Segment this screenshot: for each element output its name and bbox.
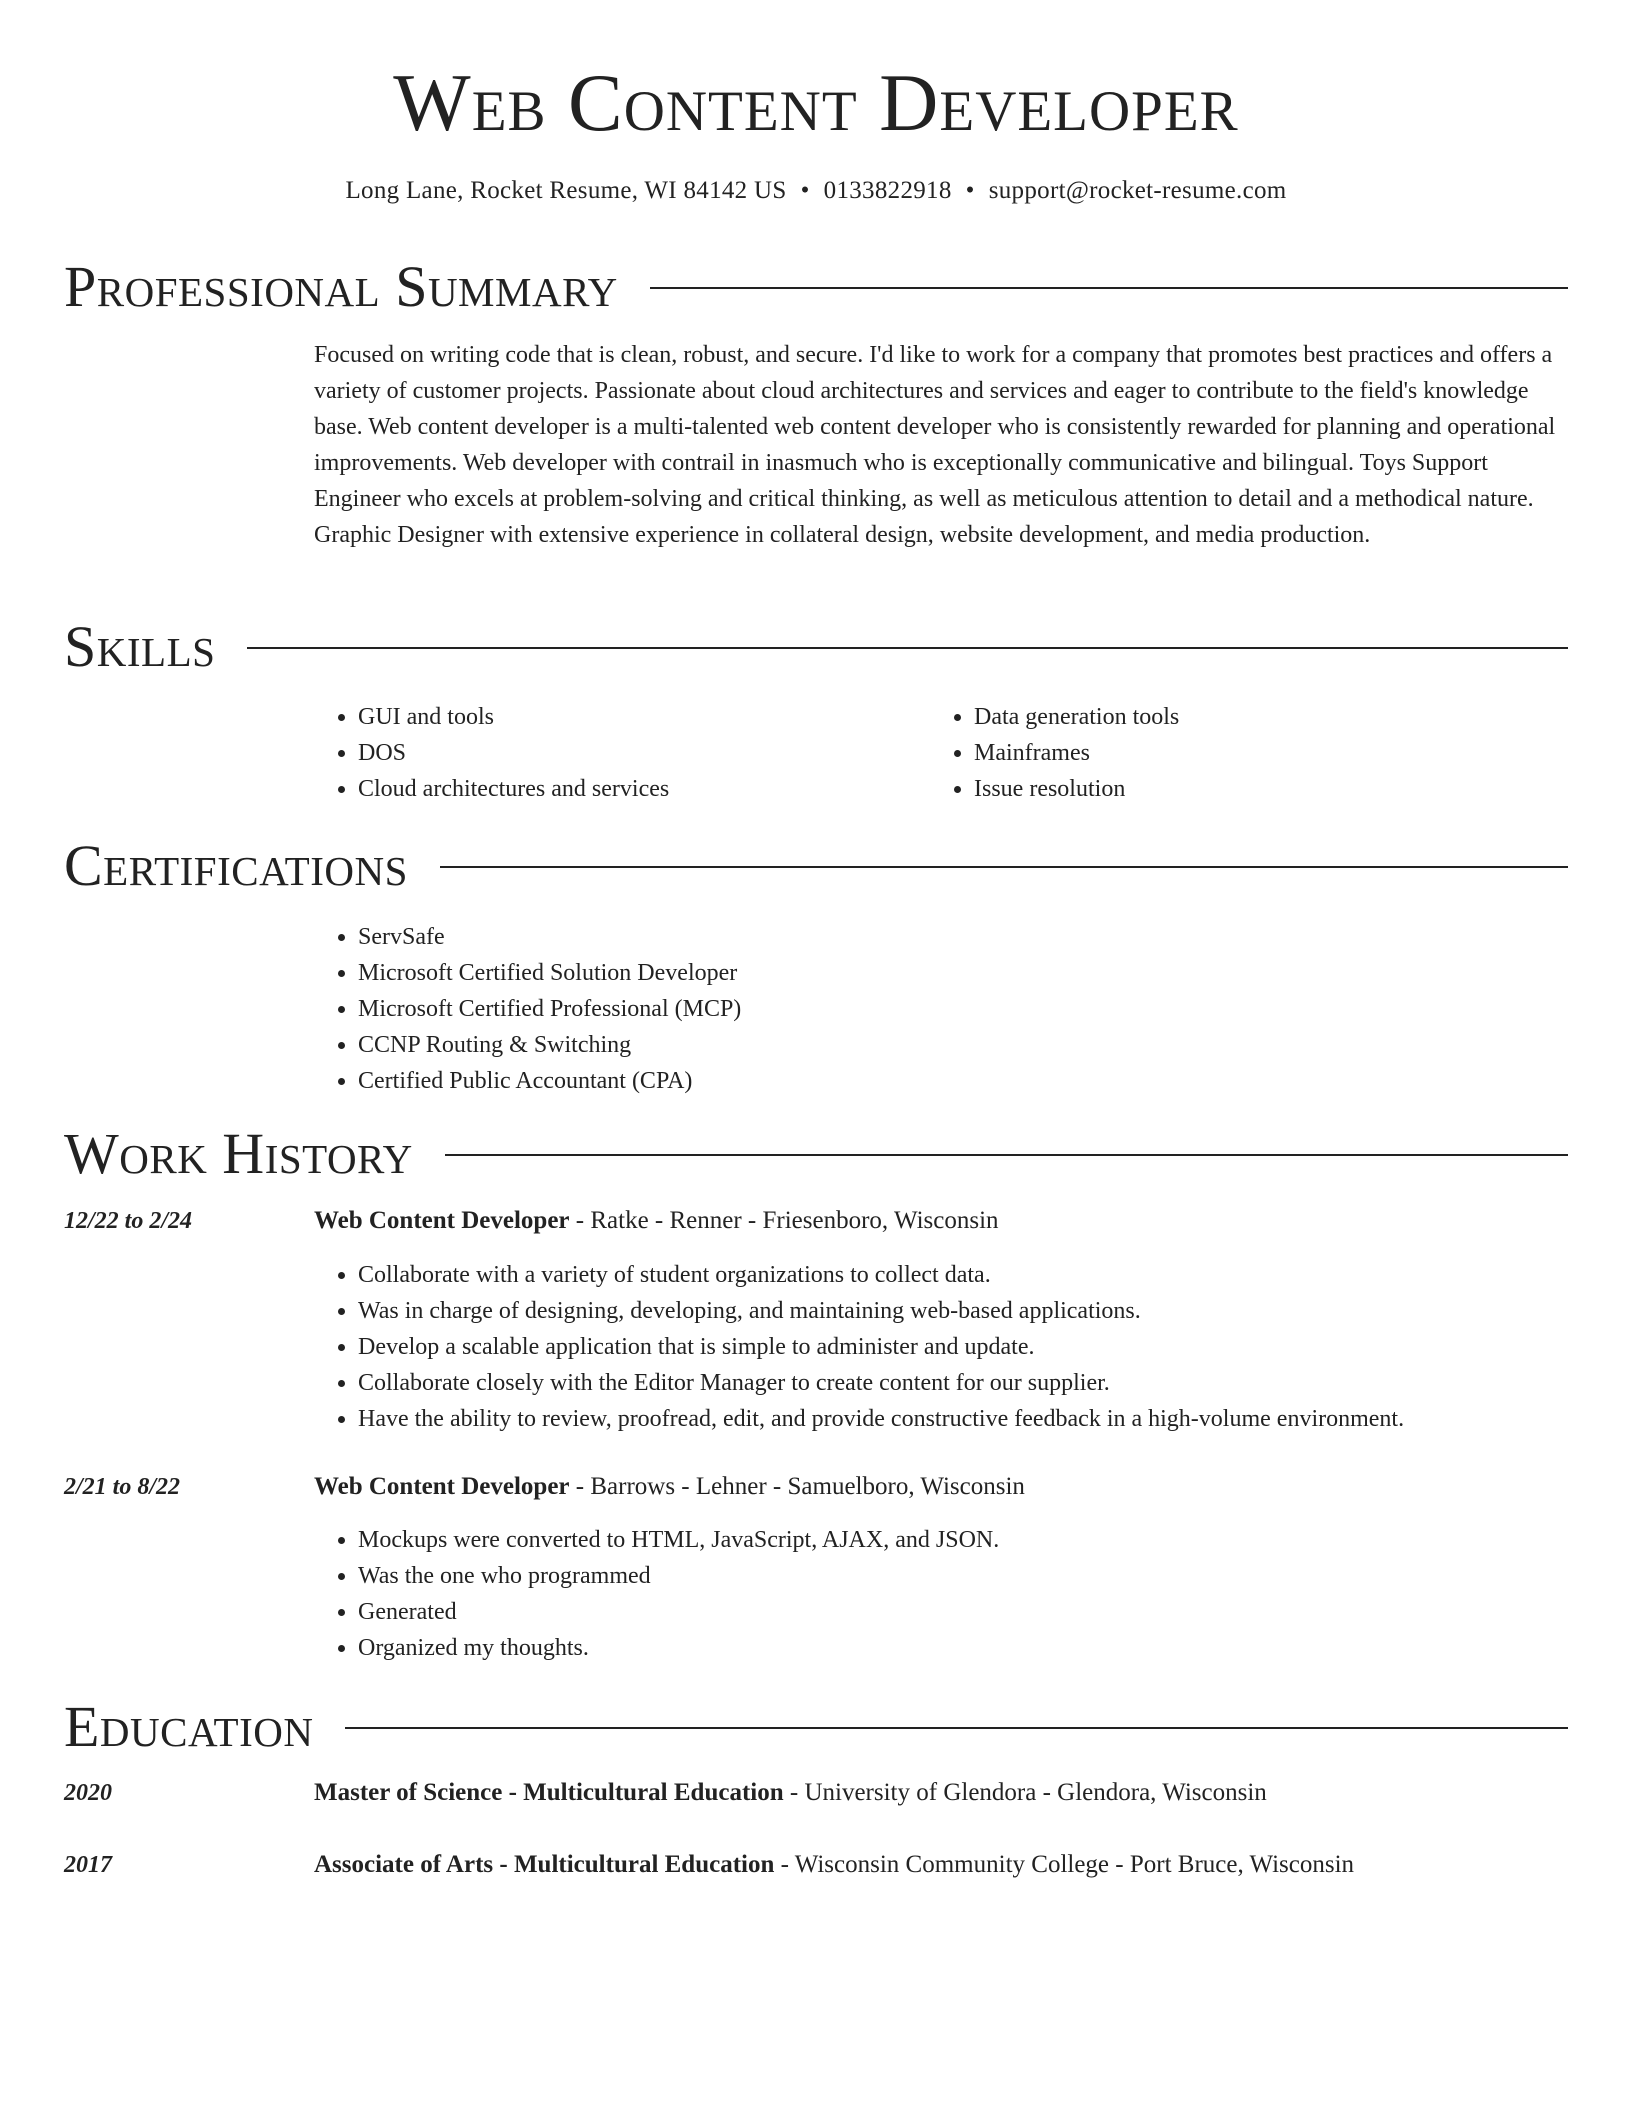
skill-item: • Cloud architectures and services [358,771,914,807]
contact-email: support@rocket-resume.com [988,177,1287,204]
summary-text: Focused on writing code that is clean, robust, and secure. I'd like to work for a company that promotes best practices and offers a variety of customer projects. Passionate about cloud architectures and services and eager to contribute to the field's knowledge base. Web content developer is a multi-talented web content developer who is consistently rewarded for planning and operational improvements. Web developer with contrail in inasmuch who is exceptionally communicative and bilingual. Toys Support Engineer who excels at problem-solving and critical thinking, as well as meticulous attention to detail and a methodical nature. Graphic Designer with extensive experience in collateral design, website development, and media production. [314,342,1556,548]
contact-line [0,174,1632,208]
skill-item: • GUI and tools [358,699,914,735]
education-degree: Master of Science - Multicultural Education [314,1779,784,1806]
section-divider [650,287,1568,289]
job-employer: - Ratke - Renner - Friesenboro, Wisconsin [569,1207,999,1234]
education-school: - Wisconsin Community College - Port Bruce, Wisconsin [774,1851,1355,1878]
certification-item: • Microsoft Certified Solution Developer [358,955,1314,991]
job-bullet: • Collaborate closely with the Editor Manager to create content for our supplier. [358,1365,1568,1401]
job-bullet: • Mockups were converted to HTML, JavaScript, AJAX, and JSON. [358,1522,1568,1558]
certification-item: • Microsoft Certified Professional (MCP) [358,991,1314,1027]
job-bullet: • Was in charge of designing, developing, and maintaining web-based applications. [358,1293,1568,1329]
job-dates: 2/21 to 8/22 [64,1474,181,1500]
job-bullet: • Organized my thoughts. [358,1630,1568,1666]
certification-item: • CCNP Routing & Switching [358,1027,1314,1063]
education-year: 2017 [64,1852,112,1878]
section-divider [345,1727,1568,1729]
section-divider [440,866,1568,868]
job-bullet: • Generated [358,1594,1568,1630]
job-title-line [314,1469,1568,1505]
skills-section-title: Skills [64,614,216,679]
job-bullet: • Was the one who programmed [358,1558,1568,1594]
job-bullet: • Have the ability to review, proofread, edit, and provide constructive feedback in a high-volume environment. [358,1401,1568,1437]
resume-name: Web Content Developer [393,57,1239,148]
skills-column-right [930,699,1530,807]
skill-item: • Issue resolution [974,771,1530,807]
work-section-title: Work History [64,1121,413,1186]
job-dates: 12/22 to 2/24 [64,1208,193,1234]
education-school: - University of Glendora - Glendora, Wisconsin [783,1779,1267,1806]
certifications-section-title: Certifications [64,833,408,898]
certification-item: • ServSafe [358,919,1314,955]
job-employer: - Barrows - Lehner - Samuelboro, Wisconsin [569,1473,1025,1500]
job-responsibilities [314,1522,1568,1666]
job-bullet: • Develop a scalable application that is simple to administer and update. [358,1329,1568,1365]
job-title-line [314,1203,1568,1239]
skill-item: • Mainframes [974,735,1530,771]
summary-section-title: Professional Summary [64,254,618,319]
skills-section-header [64,612,1568,682]
job-title: Web Content Developer [314,1473,570,1500]
education-degree: Associate of Arts - Multicultural Education [314,1851,775,1878]
skill-item: • Data generation tools [974,699,1530,735]
work-section-header [64,1119,1568,1189]
education-entry [314,1775,1568,1811]
contact-address: Long Lane, Rocket Resume, WI 84142 US [345,177,787,204]
job-bullet: • Collaborate with a variety of student organizations to collect data. [358,1257,1568,1293]
certifications-section-header [64,831,1568,901]
education-year: 2020 [64,1780,112,1806]
education-entry [314,1847,1568,1883]
certifications-list [314,919,1314,1099]
contact-phone: 0133822918 [823,177,952,204]
contact-separator: • [800,177,810,204]
contact-separator: • [965,177,975,204]
job-responsibilities [314,1257,1568,1437]
certification-item: • Certified Public Accountant (CPA) [358,1063,1314,1099]
job-title: Web Content Developer [314,1207,570,1234]
education-section-header [64,1692,1568,1762]
skill-item: • DOS [358,735,914,771]
skills-column-left [314,699,914,807]
section-divider [445,1154,1568,1156]
education-section-title: Education [64,1694,314,1759]
summary-section-header [64,252,1568,322]
section-divider [247,647,1568,649]
